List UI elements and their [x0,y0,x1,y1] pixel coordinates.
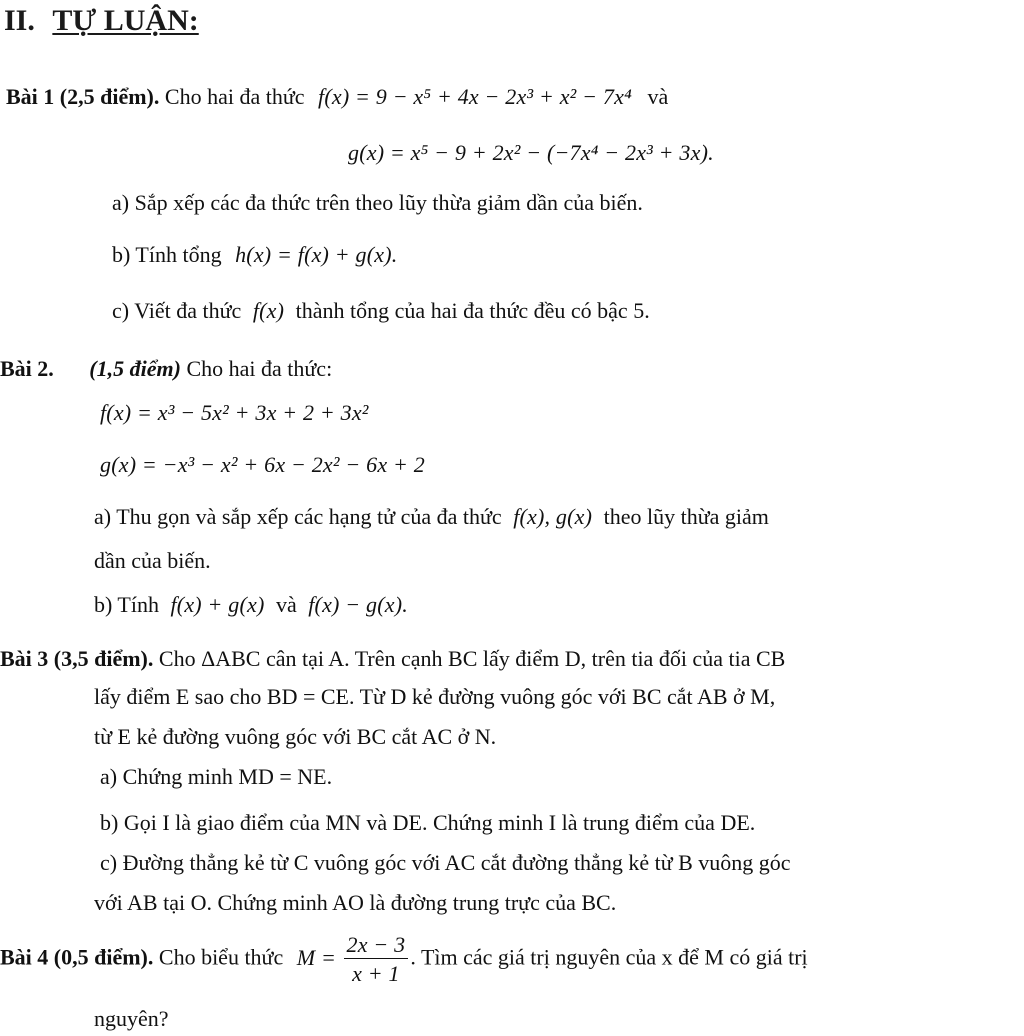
bai2-part-b [94,594,408,616]
section-title: TỰ LUẬN: [52,4,199,37]
bai2-header [0,358,332,380]
bai1-intro: Cho hai đa thức [164,84,305,109]
section-number: II. [4,4,35,37]
bai4-fraction [344,934,409,985]
bai2-part-a-text2: theo lũy thừa giảm [603,504,769,529]
section-heading [4,6,199,36]
bai3-part-b: b) Gọi I là giao điểm của MN và DE. Chứng minh I là trung điểm của DE. [100,810,756,835]
bai2-part-b-expression2: f(x) − g(x). [308,592,408,617]
bai3-part-c1: c) Đường thẳng kẻ từ C vuông góc với AC cắt đường thẳng kẻ từ B vuông góc [100,850,791,875]
bai3-line1: Cho ΔABC cân tại A. Trên cạnh BC lấy điểm D, trên tia đối của tia CB [158,646,786,671]
bai4-line2: nguyên? [94,1006,169,1031]
bai2-part-a-continued: dần của biến. [94,548,211,573]
bai2-label: Bài 2. [0,356,54,381]
bai2-part-a-text1: a) Thu gọn và sắp xếp các hạng tử của đa thức [94,504,502,529]
bai1-part-b-text: b) Tính tổng [112,242,222,267]
bai3-part-a: a) Chứng minh MD = NE. [100,764,333,789]
bai1-label: Bài 1 (2,5 điểm). [6,84,160,109]
bai2-f-expression: f(x) = x³ − 5x² + 3x + 2 + 3x² [100,400,369,425]
bai3-line3: từ E kẻ đường vuông góc với BC cắt AC ở N. [94,724,497,749]
bai4-intro: Cho biểu thức [158,944,284,970]
bai2-part-b-expression1: f(x) + g(x) [170,592,265,617]
bai4-denominator: x + 1 [352,961,400,986]
bai3-label: Bài 3 (3,5 điểm). [0,646,154,671]
bai2-part-a-expression: f(x), g(x) [513,504,593,529]
bai1-part-b-expression: h(x) = f(x) + g(x). [235,242,398,267]
bai2-part-b-and: và [275,592,297,617]
bai3-header [0,648,785,670]
bai4-header [0,934,808,985]
bai1-part-c-text1: c) Viết đa thức [112,298,242,323]
bai2-intro: Cho hai đa thức: [186,356,333,381]
bai4-label: Bài 4 (0,5 điểm). [0,944,154,970]
bai2-part-a [94,506,769,528]
bai1-connector: và [647,84,669,109]
bai1-g-expression: g(x) = x⁵ − 9 + 2x² − (−7x⁴ − 2x³ + 3x). [348,140,714,165]
bai4-m-equals: M = [296,944,337,970]
bai1-header [6,86,668,108]
bai3-part-c2: với AB tại O. Chứng minh AO là đường trung trực của BC. [94,890,617,915]
bai4-rest: . Tìm các giá trị nguyên của x để M có giá trị [410,944,808,970]
bai1-f-expression: f(x) = 9 − x⁵ + 4x − 2x³ + x² − 7x⁴ [318,84,632,109]
bai3-line2: lấy điểm E sao cho BD = CE. Từ D kẻ đường vuông góc với BC cắt AB ở M, [94,684,776,709]
bai1-part-c-text2: thành tổng của hai đa thức đều có bậc 5. [295,298,650,323]
bai1-part-a: a) Sắp xếp các đa thức trên theo lũy thừa giảm dần của biến. [112,190,643,215]
bai2-part-b-text: b) Tính [94,592,159,617]
bai1-part-c-expression: f(x) [252,298,285,323]
bai1-part-b [112,244,397,266]
bai2-points: (1,5 điểm) [89,356,181,381]
bai1-part-c [112,300,650,322]
bai2-g-expression: g(x) = −x³ − x² + 6x − 2x² − 6x + 2 [100,452,425,477]
bai4-numerator: 2x − 3 [344,934,409,959]
